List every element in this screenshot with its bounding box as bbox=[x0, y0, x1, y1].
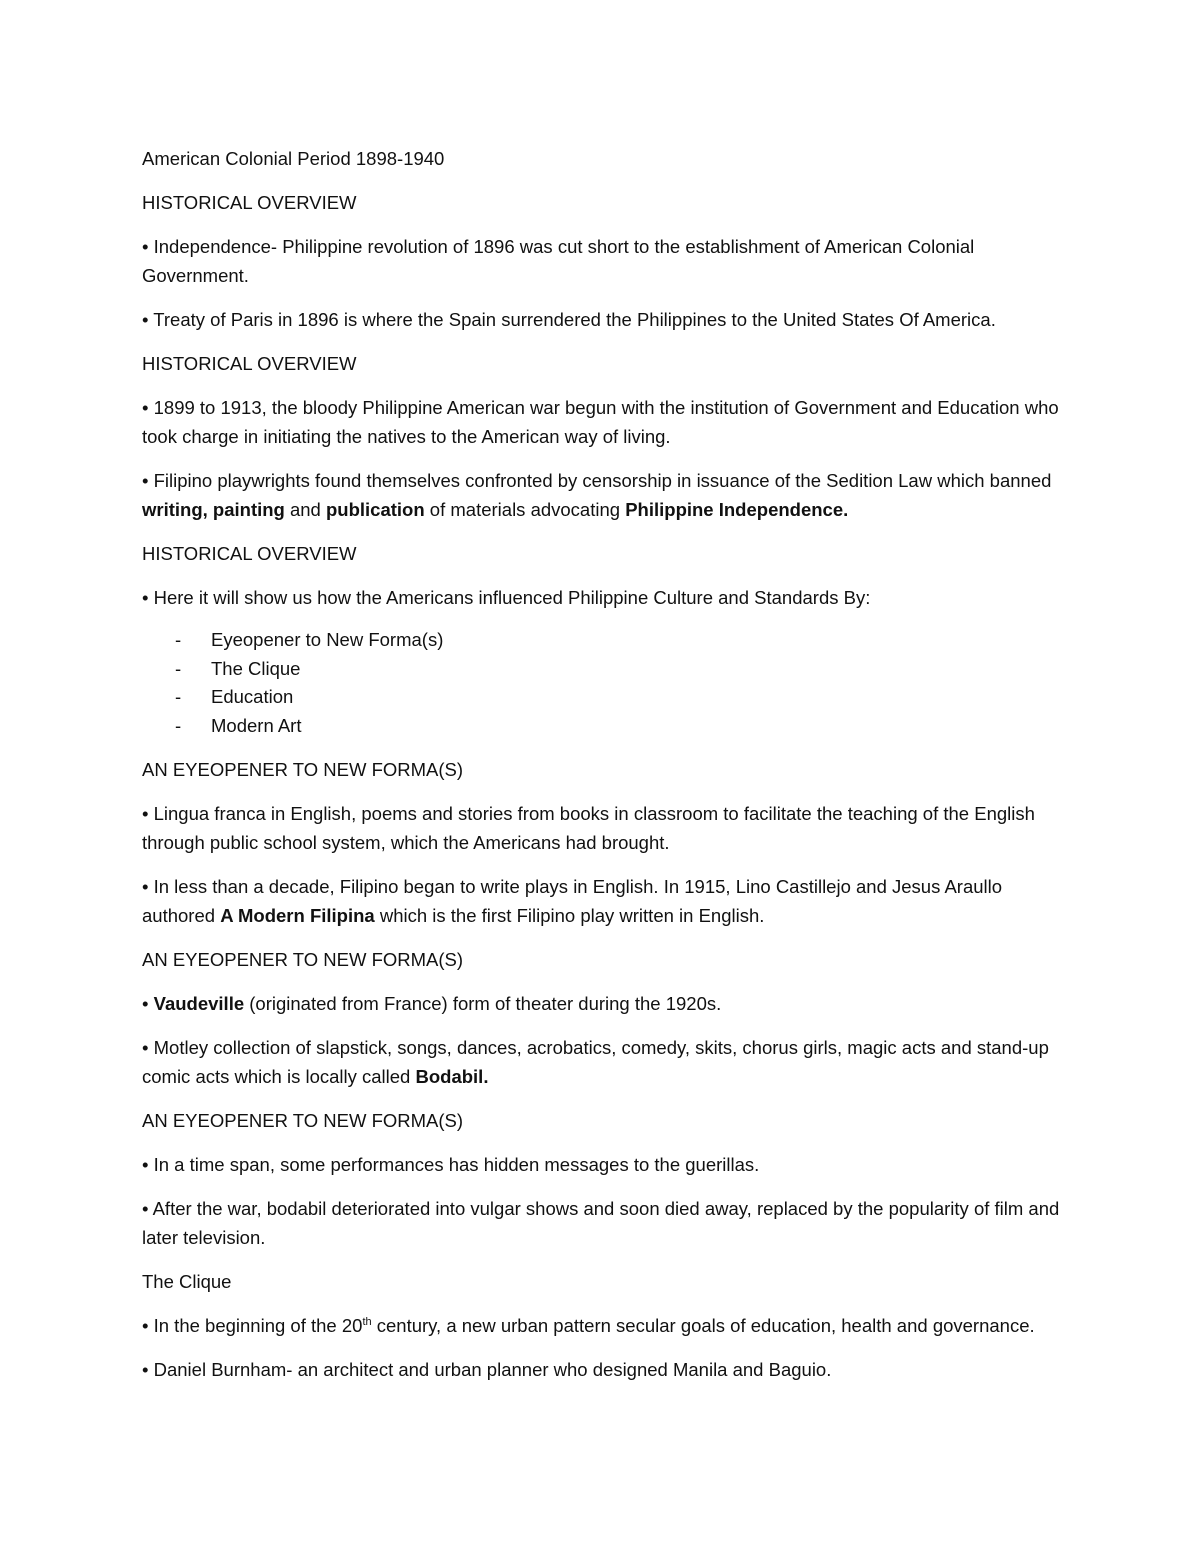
dash-marker: - bbox=[175, 657, 182, 679]
dash-marker: - bbox=[175, 686, 182, 707]
section-heading: HISTORICAL OVERVIEW bbox=[142, 353, 357, 374]
list-item bbox=[142, 683, 1062, 712]
section-heading: HISTORICAL OVERVIEW bbox=[142, 543, 357, 564]
text-run: and bbox=[284, 499, 326, 520]
text-run: (originated from France) form of theater during the 1920s. bbox=[244, 993, 722, 1014]
bold-text: writing, painting bbox=[142, 499, 285, 520]
bullet-paragraph: • Daniel Burnham- an architect and urban planner who designed Manila and Baguio. bbox=[142, 1359, 832, 1380]
dash-marker: - bbox=[175, 629, 182, 650]
document-title: American Colonial Period 1898-1940 bbox=[142, 148, 445, 169]
list-item bbox=[142, 626, 1062, 655]
bullet-paragraph: • 1899 to 1913, the bloody Philippine American war begun with the institution of Government and Education who took charge in initiating the natives to the American way of living. bbox=[142, 397, 1059, 447]
section-heading: HISTORICAL OVERVIEW bbox=[142, 192, 357, 213]
text-run: • Motley collection of slapstick, songs, dances, acrobatics, comedy, skits, chorus girls, magic acts and stand-up comic acts which is locally called bbox=[142, 1037, 1049, 1087]
text-run: of materials advocating bbox=[424, 499, 626, 520]
bullet-paragraph bbox=[142, 872, 1062, 930]
text-run: • In less than a decade, Filipino began to write plays in English. In 1915, Lino Castillejo and Jesus Araullo authored bbox=[142, 876, 1003, 926]
text-run: • In the beginning of the 20 bbox=[142, 1315, 363, 1336]
bold-text: Vaudeville bbox=[153, 993, 245, 1014]
bullet-paragraph: • Independence- Philippine revolution of 1896 was cut short to the establishment of American Colonial Government. bbox=[142, 236, 975, 286]
bullet-paragraph bbox=[142, 466, 1062, 524]
bold-text: Philippine Independence. bbox=[625, 499, 849, 520]
list-item-text: Modern Art bbox=[211, 714, 302, 736]
list-item-text: Eyeopener to New Forma(s) bbox=[211, 629, 444, 650]
bullet-paragraph: • Here it will show us how the Americans influenced Philippine Culture and Standards By: bbox=[142, 587, 871, 608]
list-item-text: Education bbox=[211, 686, 294, 707]
bullet-paragraph: • After the war, bodabil deteriorated into vulgar shows and soon died away, replaced by the popularity of film and later television. bbox=[142, 1198, 1060, 1248]
bold-text: Bodabil. bbox=[415, 1066, 489, 1087]
superscript: th bbox=[362, 1315, 372, 1328]
bullet-paragraph: • In a time span, some performances has hidden messages to the guerillas. bbox=[142, 1154, 760, 1175]
list-item-text: The Clique bbox=[211, 657, 301, 679]
text-run: which is the first Filipino play written in English. bbox=[374, 905, 765, 926]
list-item bbox=[142, 712, 1062, 741]
dash-marker: - bbox=[175, 714, 182, 736]
bold-text: A Modern Filipina bbox=[220, 905, 375, 926]
bullet-paragraph bbox=[142, 1033, 1062, 1091]
bullet-paragraph: • Treaty of Paris in 1896 is where the Spain surrendered the Philippines to the United States Of America. bbox=[142, 309, 996, 330]
section-heading: AN EYEOPENER TO NEW FORMA(S) bbox=[142, 759, 464, 780]
bullet-paragraph bbox=[142, 1311, 1062, 1340]
list-item bbox=[142, 655, 1062, 684]
bullet-paragraph bbox=[142, 989, 1062, 1018]
text-run: • Filipino playwrights found themselves confronted by censorship in issuance of the Sedition Law which banned bbox=[142, 470, 1052, 491]
bold-text: publication bbox=[326, 499, 425, 520]
text-run: • bbox=[142, 993, 154, 1014]
dash-list bbox=[142, 626, 1062, 740]
text-run: century, a new urban pattern secular goals of education, health and governance. bbox=[371, 1315, 1035, 1336]
section-heading: AN EYEOPENER TO NEW FORMA(S) bbox=[142, 1110, 464, 1131]
document-page bbox=[142, 144, 1062, 1399]
section-heading: The Clique bbox=[142, 1271, 232, 1292]
section-heading: AN EYEOPENER TO NEW FORMA(S) bbox=[142, 949, 464, 970]
bullet-paragraph: • Lingua franca in English, poems and stories from books in classroom to facilitate the teaching of the English through public school system, which the Americans had brought. bbox=[142, 803, 1035, 853]
